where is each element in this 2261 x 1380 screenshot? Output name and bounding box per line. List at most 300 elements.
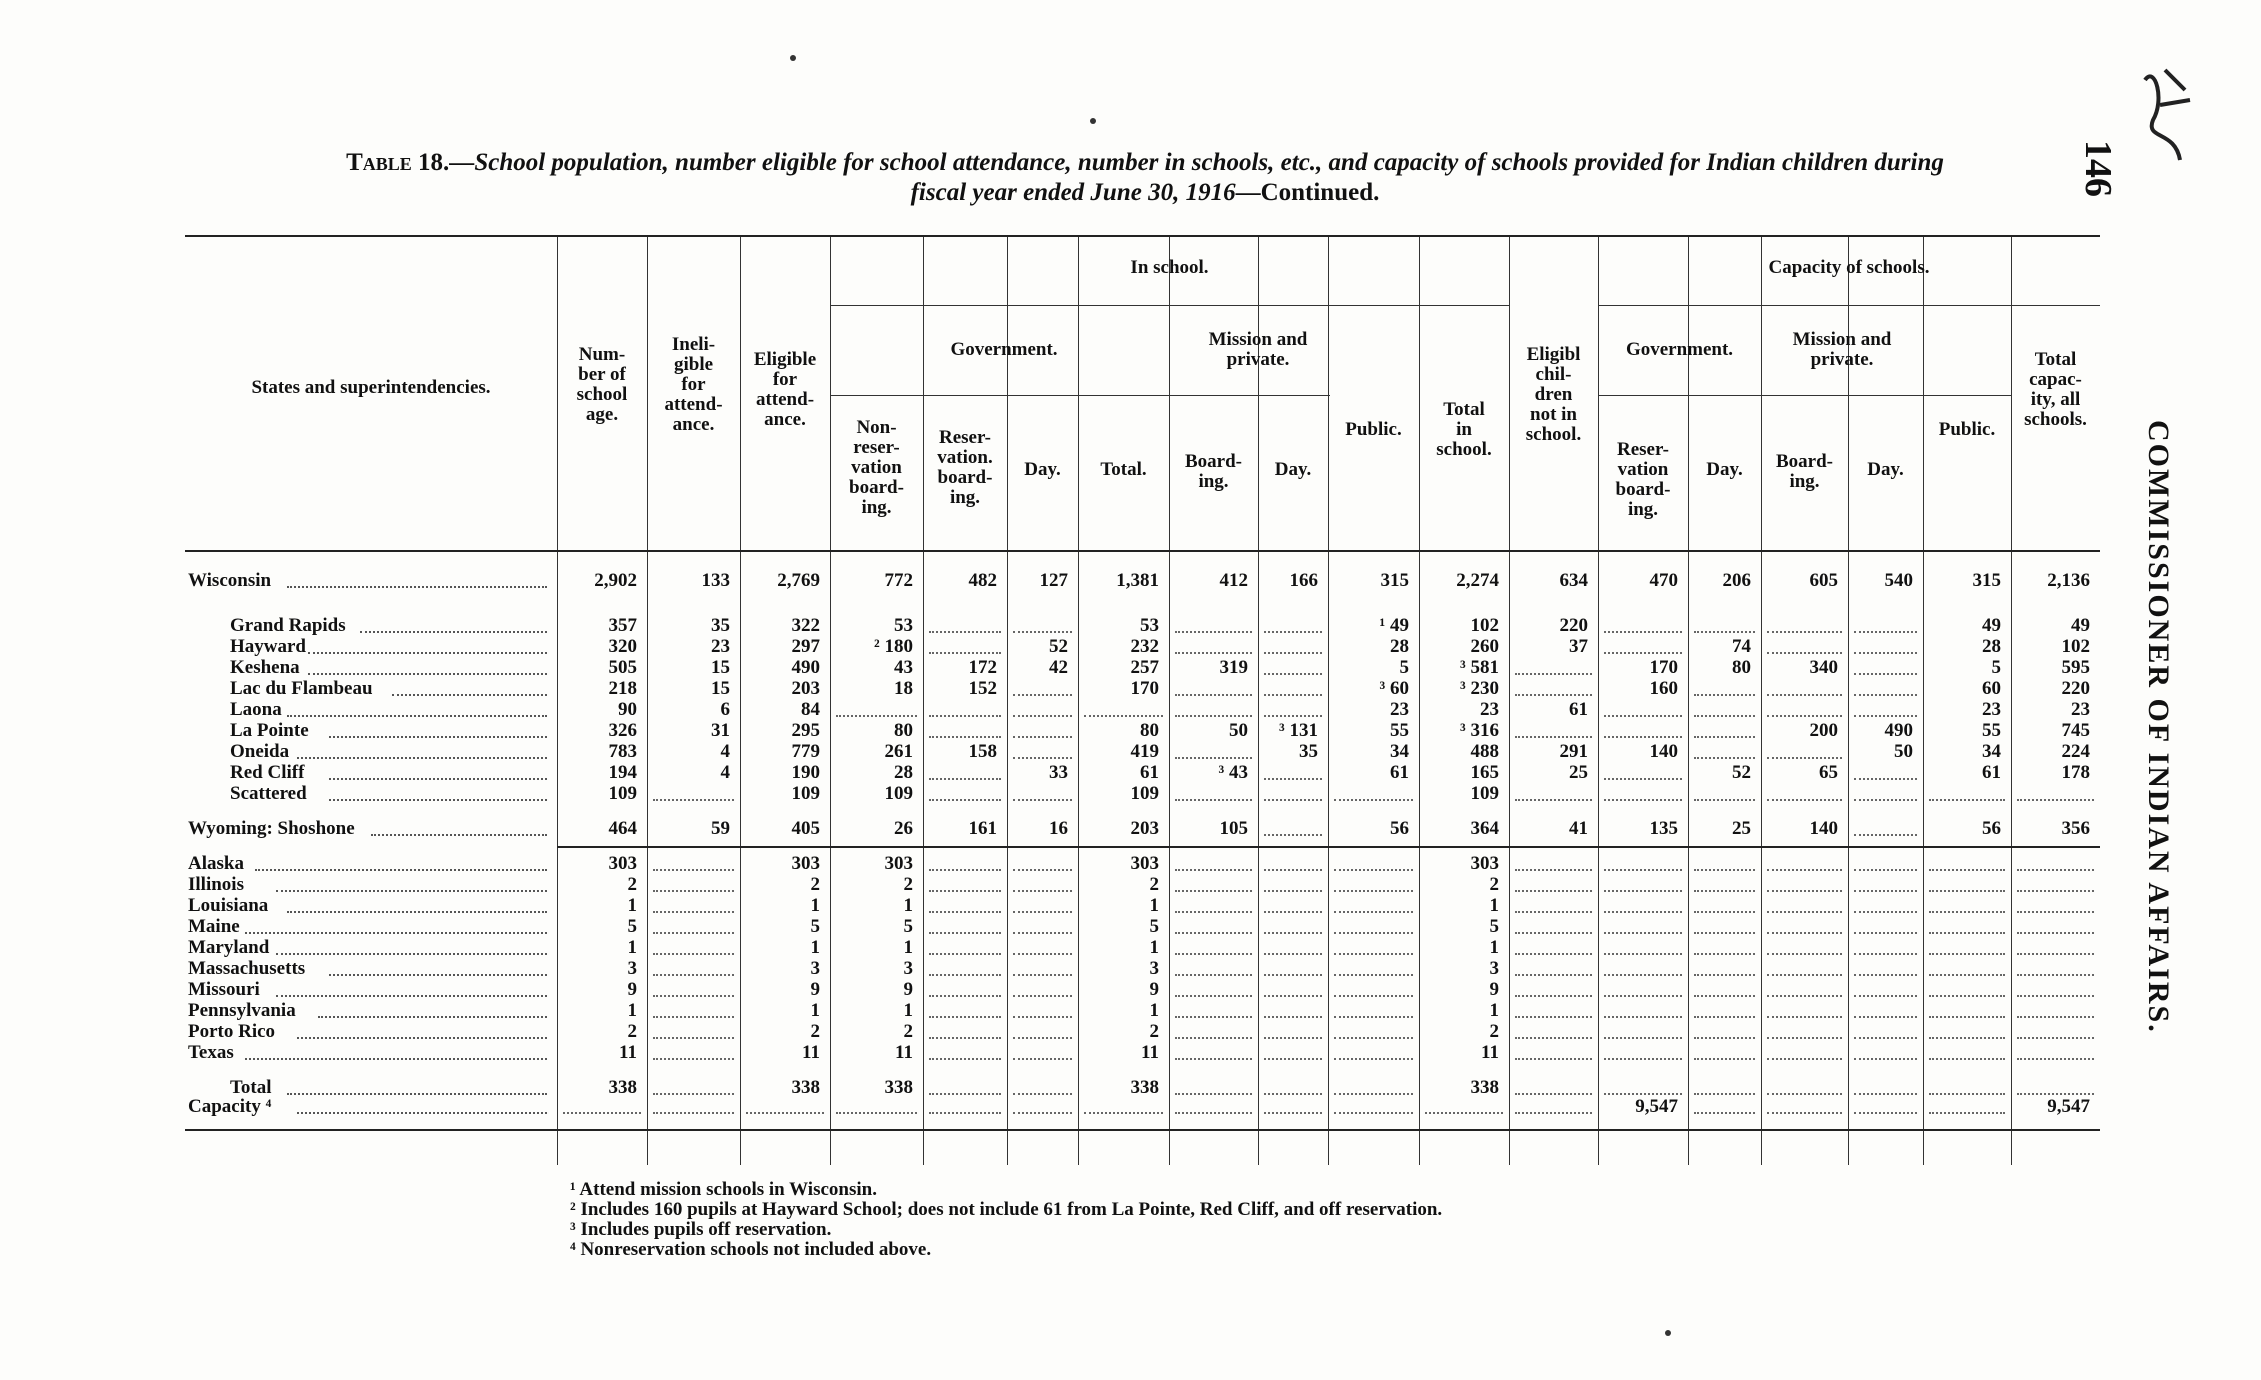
table-cell: 84	[801, 699, 820, 720]
row-label: Oneida	[230, 741, 290, 762]
table-cell: 37	[1569, 636, 1588, 657]
empty-cell	[1854, 631, 1917, 633]
empty-cell	[1854, 995, 1917, 997]
row-label: Hayward	[230, 636, 306, 657]
empty-cell	[1013, 631, 1072, 633]
leader-dots	[329, 778, 548, 780]
empty-cell	[1604, 715, 1682, 717]
empty-cell	[1264, 1016, 1322, 1018]
empty-cell	[1767, 652, 1842, 654]
running-head: COMMISSIONER OF INDIAN AFFAIRS.	[2142, 420, 2175, 1034]
table-cell: 23	[1982, 699, 2001, 720]
empty-cell	[1175, 932, 1252, 934]
table-cell: 203	[791, 678, 820, 699]
empty-cell	[653, 869, 734, 871]
table-cell: 166	[1289, 570, 1318, 591]
empty-cell	[1694, 890, 1755, 892]
empty-cell	[929, 953, 1001, 955]
title-continued: —Continued.	[1235, 179, 1380, 206]
table-cell: 50	[1894, 741, 1913, 762]
empty-cell	[929, 1093, 1001, 1095]
row-label: Porto Rico	[188, 1021, 276, 1042]
empty-cell	[1694, 869, 1755, 871]
table-cell: 65	[1819, 762, 1838, 783]
row-label: Grand Rapids	[230, 615, 346, 636]
table-cell: 11	[1141, 1042, 1159, 1063]
header-nonreservation-boarding: Non- reser- vation board- ing.	[849, 417, 904, 518]
empty-cell	[1767, 995, 1842, 997]
row-label: Scattered	[230, 783, 307, 804]
empty-cell	[653, 1058, 734, 1060]
header-states: States and superintendencies.	[251, 377, 491, 398]
leader-dots	[255, 869, 547, 871]
empty-cell	[1767, 1016, 1842, 1018]
empty-cell	[929, 1058, 1001, 1060]
column-rule	[1169, 235, 1170, 1165]
table-cell: 2	[903, 874, 913, 895]
scan-speck	[1665, 1330, 1671, 1336]
empty-cell	[1515, 1016, 1592, 1018]
empty-cell	[1013, 974, 1072, 976]
page-number: 146	[2077, 140, 2119, 197]
table-cell: 257	[1130, 657, 1159, 678]
empty-cell	[1694, 1112, 1755, 1114]
empty-cell	[1515, 694, 1592, 696]
table-cell: 220	[2061, 678, 2090, 699]
column-rule	[1258, 235, 1259, 1165]
table-cell: 1	[903, 1000, 913, 1021]
table-cell: 322	[791, 615, 820, 636]
table-cell: 419	[1130, 741, 1159, 762]
empty-cell	[1854, 715, 1917, 717]
table-cell: 90	[618, 699, 637, 720]
row-label: Capacity ⁴	[188, 1096, 272, 1117]
empty-cell	[1175, 631, 1252, 633]
table-cell: 772	[884, 570, 913, 591]
row-label: Alaska	[188, 853, 244, 874]
subgroup-rule	[830, 395, 1330, 396]
table-cell: 3	[1489, 958, 1499, 979]
column-rule	[1598, 235, 1599, 1165]
empty-cell	[746, 1112, 824, 1114]
table-cell: 61	[1569, 699, 1588, 720]
empty-cell	[1013, 890, 1072, 892]
empty-cell	[1854, 1037, 1917, 1039]
row-label: Wyoming: Shoshone	[188, 818, 355, 839]
empty-cell	[1929, 1037, 2005, 1039]
table-cell: 261	[884, 741, 913, 762]
empty-cell	[929, 890, 1001, 892]
empty-cell	[653, 953, 734, 955]
empty-cell	[1767, 953, 1842, 955]
header-government: Government.	[950, 339, 1058, 360]
table-cell: 105	[1219, 818, 1248, 839]
table-cell: 2,769	[777, 570, 820, 591]
table-cell: 5	[1489, 916, 1499, 937]
table-cell: 52	[1732, 762, 1751, 783]
table-cell: 194	[608, 762, 637, 783]
table-cell: 61	[1390, 762, 1409, 783]
empty-cell	[1515, 799, 1592, 801]
empty-cell	[1854, 1112, 1917, 1114]
footnote: ² Includes 160 pupils at Hayward School; does not include 61 from La Pointe, Red Cliff, and off reservation.	[570, 1199, 1443, 1220]
footnote: ³ Includes pupils off reservation.	[570, 1219, 832, 1240]
empty-cell	[1929, 1058, 2005, 1060]
empty-cell	[653, 1016, 734, 1018]
header-total-in-school: Total in school.	[1436, 399, 1492, 460]
column-rule	[1848, 235, 1849, 1165]
empty-cell	[1604, 932, 1682, 934]
in-school-rule	[830, 305, 1509, 306]
table-cell: 15	[711, 678, 730, 699]
header-cap-day: Day.	[1706, 459, 1743, 480]
table-cell: 1	[1489, 937, 1499, 958]
empty-cell	[1264, 953, 1322, 955]
footnotes	[570, 1180, 1442, 1260]
table-cell: 783	[608, 741, 637, 762]
table-cell: 28	[1390, 636, 1409, 657]
empty-cell	[1175, 974, 1252, 976]
header-number-school-age: Num- ber of school age.	[576, 344, 628, 425]
table-cell: 315	[1380, 570, 1409, 591]
empty-cell	[1515, 673, 1592, 675]
empty-cell	[1694, 974, 1755, 976]
empty-cell	[1854, 652, 1917, 654]
empty-cell	[2017, 974, 2094, 976]
empty-cell	[1013, 869, 1072, 871]
table-cell: 42	[1049, 657, 1068, 678]
table-cell: 160	[1649, 678, 1678, 699]
header-day: Day.	[1024, 459, 1061, 480]
empty-cell	[1515, 1112, 1592, 1114]
row-label: Missouri	[188, 979, 260, 1000]
table-cell: 109	[608, 783, 637, 804]
table-cell: 109	[791, 783, 820, 804]
table-cell: 464	[608, 818, 637, 839]
empty-cell	[2017, 890, 2094, 892]
row-label: Maine	[188, 916, 240, 937]
header-ineligible: Ineli- gible for attend- ance.	[664, 334, 723, 435]
footnote: ¹ Attend mission schools in Wisconsin.	[570, 1179, 877, 1200]
empty-cell	[1604, 799, 1682, 801]
table-cell: 595	[2061, 657, 2090, 678]
table-cell: 74	[1732, 636, 1751, 657]
empty-cell	[1175, 995, 1252, 997]
header-cap-public: Public.	[1938, 419, 1996, 440]
table-cell: 291	[1559, 741, 1588, 762]
table-cell: 26	[894, 818, 913, 839]
empty-cell	[1013, 1093, 1072, 1095]
scan-speck	[1090, 118, 1096, 124]
empty-cell	[653, 974, 734, 976]
table-cell: 133	[701, 570, 730, 591]
leader-dots	[297, 1037, 547, 1039]
leader-dots	[297, 1112, 547, 1114]
empty-cell	[929, 1112, 1001, 1114]
empty-cell	[1515, 1037, 1592, 1039]
empty-cell	[1604, 736, 1682, 738]
header-in-school: In school.	[1130, 257, 1209, 278]
table-cell: 109	[1130, 783, 1159, 804]
table-cell: 9	[810, 979, 820, 1000]
empty-cell	[1515, 736, 1592, 738]
leader-dots	[392, 694, 548, 696]
table-cell: 356	[2061, 818, 2090, 839]
table-cell: 102	[2061, 636, 2090, 657]
empty-cell	[1694, 1037, 1755, 1039]
empty-cell	[1767, 869, 1842, 871]
empty-cell	[1694, 1058, 1755, 1060]
table-cell: ³ 60	[1379, 678, 1409, 699]
empty-cell	[1604, 1037, 1682, 1039]
empty-cell	[1604, 974, 1682, 976]
empty-cell	[563, 1112, 641, 1114]
empty-cell	[1604, 1016, 1682, 1018]
empty-cell	[1694, 631, 1755, 633]
empty-cell	[1334, 1112, 1413, 1114]
table-cell: 490	[1884, 720, 1913, 741]
empty-cell	[1264, 799, 1322, 801]
header-mission-private: Mission and private.	[1208, 329, 1308, 370]
table-cell: 11	[895, 1042, 913, 1063]
table-cell: 540	[1884, 570, 1913, 591]
empty-cell	[929, 778, 1001, 780]
empty-cell	[1264, 652, 1322, 654]
table-cell: 5	[627, 916, 637, 937]
table-cell: ³ 230	[1460, 678, 1499, 699]
capacity-rule	[1598, 305, 2100, 306]
empty-cell	[1767, 631, 1842, 633]
empty-cell	[929, 995, 1001, 997]
table-cell: 338	[1130, 1077, 1159, 1098]
table-title	[185, 148, 2105, 208]
empty-cell	[1264, 890, 1322, 892]
leader-dots	[329, 799, 548, 801]
table-cell: 161	[968, 818, 997, 839]
empty-cell	[1694, 932, 1755, 934]
empty-cell	[1767, 715, 1842, 717]
table-cell: 2	[1489, 874, 1499, 895]
table-cell: 43	[894, 657, 913, 678]
table-cell: ³ 131	[1279, 720, 1318, 741]
table-cell: 488	[1470, 741, 1499, 762]
table-cell: ¹ 49	[1379, 615, 1409, 636]
empty-cell	[653, 1037, 734, 1039]
table-cell: 25	[1732, 818, 1751, 839]
table-cell: 28	[894, 762, 913, 783]
empty-cell	[1694, 1016, 1755, 1018]
empty-cell	[2017, 932, 2094, 934]
table-cell: 2,136	[2047, 570, 2090, 591]
empty-cell	[1854, 799, 1917, 801]
empty-cell	[929, 631, 1001, 633]
row-label: Red Cliff	[230, 762, 305, 783]
table-cell: 35	[1299, 741, 1318, 762]
empty-cell	[2017, 869, 2094, 871]
empty-cell	[1175, 890, 1252, 892]
table-cell: 295	[791, 720, 820, 741]
table-cell: 35	[711, 615, 730, 636]
empty-cell	[1854, 1016, 1917, 1018]
table-cell: 109	[1470, 783, 1499, 804]
empty-cell	[1929, 1112, 2005, 1114]
empty-cell	[1767, 974, 1842, 976]
row-label: Illinois	[188, 874, 244, 895]
table-cell: 2	[1149, 1021, 1159, 1042]
empty-cell	[836, 1112, 917, 1114]
empty-cell	[1425, 1112, 1503, 1114]
table-cell: 135	[1649, 818, 1678, 839]
table-cell: 53	[1140, 615, 1159, 636]
table-cell: 490	[791, 657, 820, 678]
empty-cell	[1854, 932, 1917, 934]
table-cell: 315	[1972, 570, 2001, 591]
empty-cell	[2017, 1093, 2094, 1095]
empty-cell	[1604, 953, 1682, 955]
empty-cell	[1013, 995, 1072, 997]
table-cell: 232	[1130, 636, 1159, 657]
leader-dots	[308, 652, 548, 654]
column-rule	[1761, 235, 1762, 1165]
table-cell: 338	[791, 1077, 820, 1098]
header-cap-boarding: Board- ing.	[1776, 451, 1833, 492]
empty-cell	[1929, 890, 2005, 892]
table-cell: ³ 316	[1460, 720, 1499, 741]
table-cell: 4	[720, 741, 730, 762]
row-label: Laona	[230, 699, 282, 720]
empty-cell	[929, 799, 1001, 801]
table-cell: 5	[810, 916, 820, 937]
leader-dots	[287, 715, 548, 717]
empty-cell	[1084, 1112, 1163, 1114]
table-cell: 140	[1649, 741, 1678, 762]
leader-dots	[276, 890, 547, 892]
empty-cell	[1767, 1058, 1842, 1060]
empty-cell	[1767, 1037, 1842, 1039]
handwritten-mark	[2135, 60, 2195, 170]
row-label: Maryland	[188, 937, 270, 958]
empty-cell	[1175, 1058, 1252, 1060]
table-cell: 15	[711, 657, 730, 678]
empty-cell	[2017, 911, 2094, 913]
empty-cell	[1264, 1058, 1322, 1060]
leader-dots	[329, 974, 548, 976]
empty-cell	[1013, 1112, 1072, 1114]
empty-cell	[1929, 1016, 2005, 1018]
table-cell: ³ 581	[1460, 657, 1499, 678]
empty-cell	[1013, 757, 1072, 759]
empty-cell	[1767, 911, 1842, 913]
table-cell: 80	[1732, 657, 1751, 678]
table-cell: 1	[1489, 895, 1499, 916]
empty-cell	[1929, 1093, 2005, 1095]
empty-cell	[1604, 911, 1682, 913]
table-cell: 200	[1809, 720, 1838, 741]
empty-cell	[1767, 694, 1842, 696]
empty-cell	[653, 1093, 734, 1095]
table-cell: 634	[1559, 570, 1588, 591]
empty-cell	[1515, 932, 1592, 934]
table-cell: 206	[1722, 570, 1751, 591]
leader-dots	[245, 932, 548, 934]
empty-cell	[1264, 911, 1322, 913]
table-cell: 2	[1489, 1021, 1499, 1042]
table-cell: 127	[1039, 570, 1068, 591]
table-cell: 2	[1149, 874, 1159, 895]
empty-cell	[1264, 715, 1322, 717]
empty-cell	[2017, 953, 2094, 955]
table-cell: 140	[1809, 818, 1838, 839]
column-rule	[1688, 235, 1689, 1165]
table-cell: 31	[711, 720, 730, 741]
empty-cell	[1013, 911, 1072, 913]
empty-cell	[1854, 974, 1917, 976]
empty-cell	[653, 995, 734, 997]
leader-dots	[287, 1093, 548, 1095]
table-cell: 56	[1390, 818, 1409, 839]
table-cell: 16	[1049, 818, 1068, 839]
table-cell: 60	[1982, 678, 2001, 699]
empty-cell	[653, 932, 734, 934]
empty-cell	[1334, 953, 1413, 955]
table-cell: 52	[1049, 636, 1068, 657]
section-rule	[557, 846, 2100, 848]
header-eligible-not-in-school: Eligibl chil- dren not in school.	[1525, 344, 1582, 445]
row-label: Keshena	[230, 657, 300, 678]
empty-cell	[1694, 1093, 1755, 1095]
empty-cell	[1013, 736, 1072, 738]
empty-cell	[1013, 1016, 1072, 1018]
empty-cell	[1929, 932, 2005, 934]
empty-cell	[1334, 869, 1413, 871]
empty-cell	[1929, 911, 2005, 913]
table-cell: 25	[1569, 762, 1588, 783]
empty-cell	[1175, 1037, 1252, 1039]
empty-cell	[1767, 1112, 1842, 1114]
table-cell: 203	[1130, 818, 1159, 839]
empty-cell	[1854, 1058, 1917, 1060]
table-cell: 23	[711, 636, 730, 657]
empty-cell	[1175, 757, 1252, 759]
empty-cell	[1013, 953, 1072, 955]
empty-cell	[1175, 1093, 1252, 1095]
empty-cell	[1515, 890, 1592, 892]
empty-cell	[1767, 932, 1842, 934]
table-cell: 49	[2071, 615, 2090, 636]
table-cell: 4	[720, 762, 730, 783]
title-lead: Table 18.	[346, 149, 450, 176]
empty-cell	[929, 652, 1001, 654]
empty-cell	[1694, 736, 1755, 738]
empty-cell	[1694, 757, 1755, 759]
empty-cell	[1175, 869, 1252, 871]
empty-cell	[1515, 953, 1592, 955]
empty-cell	[929, 974, 1001, 976]
table-cell: 224	[2061, 741, 2090, 762]
empty-cell	[2017, 1058, 2094, 1060]
table-cell: 2	[627, 1021, 637, 1042]
table-cell: 61	[1982, 762, 2001, 783]
data-table	[185, 230, 2100, 1175]
table-cell: 1	[627, 895, 637, 916]
empty-cell	[1929, 995, 2005, 997]
empty-cell	[1175, 694, 1252, 696]
empty-cell	[1264, 1112, 1322, 1114]
empty-cell	[1515, 1058, 1592, 1060]
empty-cell	[1013, 1037, 1072, 1039]
table-cell: 303	[791, 853, 820, 874]
table-cell: 1	[810, 937, 820, 958]
